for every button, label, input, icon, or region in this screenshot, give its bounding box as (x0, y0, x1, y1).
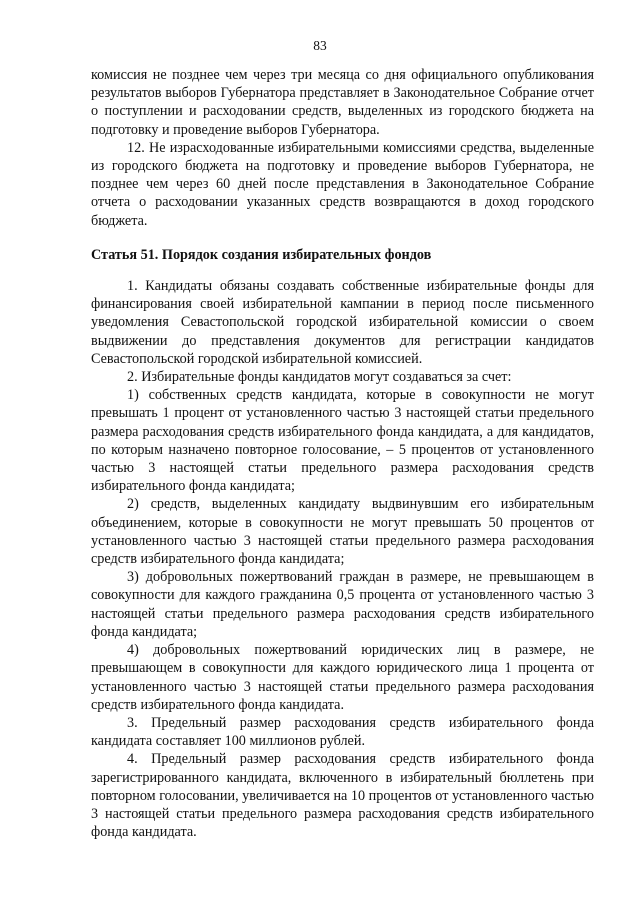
paragraph-subitem-2: 2) средств, выделенных кандидату выдвинувшим его избирательным объединением, которые в совокупности не могут превышать 50 процентов от установленного частью 3 настоящей статьи предельного размера расходования средств избирательного фонда кандидата; (91, 496, 594, 568)
paragraph-item-12: 12. Не израсходованные избирательными комиссиями средства, выделенные из городского бюджета на подготовку и проведение выборов Губернатора, не позднее чем через 60 дней после представления в Законодательное Собрание отчета о расходовании указанных средств возвращаются в доход городского бюджета. (91, 139, 594, 229)
paragraph-subitem-4: 4) добровольных пожертвований юридических лиц в размере, не превышающем в совокупности для каждого юридического лица 1 процента от установленного частью 3 настоящей статьи предельного размера расходования средств избирательного фонда кандидата. (91, 642, 594, 713)
paragraph-continuation: комиссия не позднее чем через три месяца со дня официального опубликования результатов выборов Губернатора представляет в Законодательное Собрание отчет о поступлении и расходовании средств, выделенных из городского бюджета на подготовку и проведение выборов Губернатора. (91, 67, 594, 138)
document-body (91, 66, 594, 841)
paragraph-part-1: 1. Кандидаты обязаны создавать собственные избирательные фонды для финансирования своей избирательной кампании в период после письменного уведомления Севастопольской городской избирательной комиссии о своем выдвижении до представления документов для регистрации кандидатов Севастопольской городской избирательной комиссией. (91, 278, 594, 367)
paragraph-subitem-1: 1) собственных средств кандидата, которые в совокупности не могут превышать 1 процент от установленного частью 3 настоящей статьи предельного размера расходования средств избирательного фонда кандидата, а для кандидатов, по которым назначено повторное голосование, – 5 процентов от установленного частью 3 настоящей статьи предельного размера расходования средств избирательного фонда кандидата; (91, 387, 594, 495)
page-number: 83 (313, 38, 327, 53)
article-heading: Статья 51. Порядок создания избирательных фондов (91, 246, 432, 263)
paragraph-part-3: 3. Предельный размер расходования средств избирательного фонда кандидата составляет 100 миллионов рублей. (91, 714, 594, 750)
paragraph-part-2: 2. Избирательные фонды кандидатов могут создаваться за счет: (127, 369, 512, 386)
paragraph-subitem-3: 3) добровольных пожертвований граждан в размере, не превышающем в совокупности для каждого гражданина 0,5 процента от установленного частью 3 настоящей статьи предельного размера расходования средств избирательного фонда кандидата; (91, 569, 594, 640)
paragraph-part-4: 4. Предельный размер расходования средств избирательного фонда зарегистрированного кандидата, включенного в избирательный бюллетень при повторном голосовании, увеличивается на 10 процентов от установленного частью 3 настоящей статьи предельного размера расходования средств избирательного фонда кандидата. (91, 751, 594, 841)
